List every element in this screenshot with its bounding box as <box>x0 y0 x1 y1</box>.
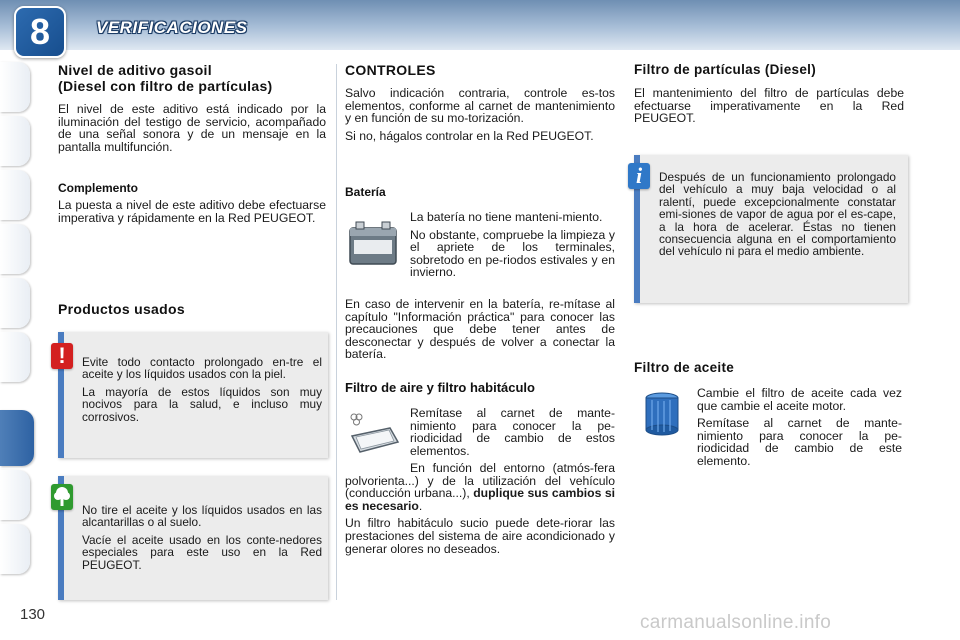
filtro-aire-text-1: Remítase al carnet de mante-nimiento para conocer la pe-riodicidad de cambio de estos elementos. <box>410 406 615 458</box>
environment-note-text: No tire el aceite y los líquidos usados en las alcantarillas o al suelo. Vacíe el aceite usado en los conte-nedores especiales para este uso en la Red PEUGEOT. <box>82 503 322 572</box>
bateria-title: Batería <box>345 185 386 199</box>
aceite-text: Cambie el filtro de aceite cada vez que cambie el aceite motor. Remítase al carnet de mante-nimiento para conocer la pe-riodicidad de cambio de este elemento. <box>697 386 902 468</box>
column-divider <box>336 64 337 600</box>
side-tab-2[interactable] <box>0 116 30 166</box>
aditivo-title: Nivel de aditivo gasoil <box>58 62 212 78</box>
oil-filter-icon <box>642 390 682 438</box>
side-tab-3[interactable] <box>0 170 30 220</box>
watermark: carmanualsonline.info <box>640 612 832 633</box>
filtro-aire-text-2: En función del entorno (atmós-fera polvorienta...) y de la utilización del vehículo (conducción urbana...), duplique sus cambios si es necesario. Un filtro habitáculo sucio puede dete-riorar las prestaciones del sistema de aire acondicionado y generar olores no deseados. <box>345 461 616 556</box>
complemento-text: La puesta a nivel de este aditivo debe efectuarse imperativa y rápidamente en la Red PEUGEOT. <box>58 198 326 225</box>
side-tab-8[interactable] <box>0 470 30 520</box>
side-tab-active[interactable] <box>0 410 34 466</box>
air-filter-icon <box>346 408 402 456</box>
controles-text: Salvo indicación contraria, controle es-tos elementos, conforme al carnet de mantenimiento y en función de su mo-torización. Si no, hágalos controlar en la Red PEUGEOT. <box>345 86 615 143</box>
chapter-number-badge: 8 <box>14 6 66 58</box>
complemento-title: Complemento <box>58 181 139 195</box>
controles-title: CONTROLES <box>345 62 436 78</box>
particulas-text: El mantenimiento del filtro de partículas debe efectuarse imperativamente en la Red PEUGEOT. <box>634 86 904 126</box>
info-icon: i <box>628 163 650 189</box>
aditivo-title-2: (Diesel con filtro de partículas) <box>58 78 273 94</box>
filtro-aire-title: Filtro de aire y filtro habitáculo <box>345 380 535 395</box>
productos-title: Productos usados <box>58 301 185 317</box>
particulas-title: Filtro de partículas (Diesel) <box>634 62 816 77</box>
tree-icon <box>51 484 73 510</box>
aditivo-text: El nivel de este aditivo está indicado por la iluminación del testigo de servicio, acompañado de una señal sonora y de un mensaje en la pantalla multifunción. <box>58 102 326 154</box>
info-note-text: Después de un funcionamiento prolongado del vehículo a muy baja velocidad o al ralentí, puede excepcionalmente constatar emi-siones de vapor de agua por el es-cape, a la hora de acelerar. Éstas no tienen consecuencia alguna en el comportamiento del vehículo ni para el medio ambiente. <box>659 170 896 259</box>
side-tab-9[interactable] <box>0 524 30 574</box>
warning-icon: ! <box>51 343 73 369</box>
page-number: 130 <box>20 606 46 623</box>
warning-note-text: Evite todo contacto prolongado en-tre el aceite y los líquidos usados con la piel. La mayoría de estos líquidos son muy nocivos para la salud, e incluso muy corrosivos. <box>82 355 322 424</box>
side-tab-1[interactable] <box>0 62 30 112</box>
bateria-text-2: En caso de intervenir en la batería, re-mítase al capítulo "Información práctica" para conocer las precauciones que debe tener antes de desconectar y después de volver a conectar la batería. <box>345 297 615 362</box>
side-tab-6[interactable] <box>0 332 30 382</box>
side-tab-5[interactable] <box>0 278 30 328</box>
bateria-text-1: La batería no tiene manteni-miento. No obstante, compruebe la limpieza y el apriete de los terminales, sobretodo en pe-riodos estivales y en invierno. <box>410 210 615 280</box>
chapter-title: VERIFICACIONES <box>96 18 248 37</box>
battery-icon <box>346 216 400 268</box>
side-tab-4[interactable] <box>0 224 30 274</box>
aceite-title: Filtro de aceite <box>634 360 735 375</box>
